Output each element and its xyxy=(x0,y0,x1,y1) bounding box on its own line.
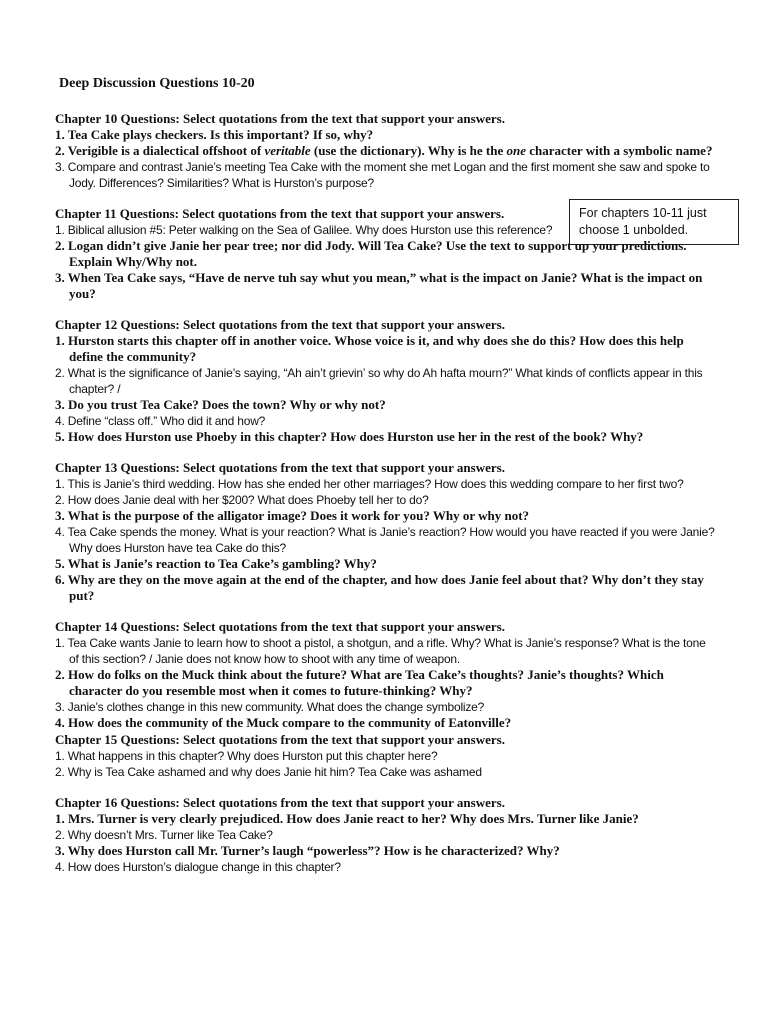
question-text: (use the dictionary). Why is he the xyxy=(310,143,507,158)
question: 2. Why doesn’t Mrs. Turner like Tea Cake? xyxy=(55,828,273,842)
question: 3. Compare and contrast Janie’s meeting Tea Cake with the moment she met Logan and the first moment she saw and spoke to Jody. Differences? Similarities? What is Hurston’s purpose? xyxy=(55,160,710,190)
question: 2. How does Janie deal with her $200? What does Phoeby tell her to do? xyxy=(55,493,429,507)
emphasis: veritable xyxy=(264,143,311,158)
question xyxy=(55,143,715,159)
question: 2. Logan didn’t give Janie her pear tree; nor did Jody. Will Tea Cake? Use the text to support up your predictions. Explain Why/Why not. xyxy=(55,238,687,269)
chapter-10-section xyxy=(55,111,715,191)
question: 1. What happens in this chapter? Why does Hurston put this chapter here? xyxy=(55,749,438,763)
question: 1. Mrs. Turner is very clearly prejudiced. How does Janie react to her? Why does Mrs. Turner like Janie? xyxy=(55,811,639,826)
chapter-12-heading: Chapter 12 Questions: Select quotations from the text that support your answers. xyxy=(55,317,505,332)
question: 1. This is Janie’s third wedding. How has she ended her other marriages? How does this wedding compare to her first two? xyxy=(55,477,684,491)
question: 3. Janie’s clothes change in this new community. What does the change symbolize? xyxy=(55,700,485,714)
chapter-12-section xyxy=(55,317,715,445)
question: 1. Hurston starts this chapter off in another voice. Whose voice is it, and why does she do this? How does this help define the community? xyxy=(55,333,684,364)
chapter-13-heading: Chapter 13 Questions: Select quotations from the text that support your answers. xyxy=(55,460,505,475)
question: 2. Why is Tea Cake ashamed and why does Janie hit him? Tea Cake was ashamed xyxy=(55,765,482,779)
question: 1. Biblical allusion #5: Peter walking on the Sea of Galilee. Why does Hurston use this reference? xyxy=(55,223,553,237)
chapter-11-heading: Chapter 11 Questions: Select quotations from the text that support your answers. xyxy=(55,206,505,221)
question: 2. How do folks on the Muck think about the future? What are Tea Cake’s thoughts? Janie’s thoughts? Which character do you resemble most when it comes to future-thinking? Why? xyxy=(55,667,664,698)
question: 1. Tea Cake plays checkers. Is this important? If so, why? xyxy=(55,127,374,142)
question: 3. What is the purpose of the alligator image? Does it work for you? Why or why not? xyxy=(55,508,530,523)
question: 5. How does Hurston use Phoeby in this chapter? How does Hurston use her in the rest of the book? Why? xyxy=(55,429,644,444)
chapter-11-section xyxy=(55,206,715,302)
chapter-10-heading: Chapter 10 Questions: Select quotations from the text that support your answers. xyxy=(55,111,505,126)
chapter-15-heading: Chapter 15 Questions: Select quotations from the text that support your answers. xyxy=(55,732,505,747)
question: 4. Tea Cake spends the money. What is your reaction? What is Janie’s reaction? How would you have reacted if you were Janie? Why does Hurston have tea Cake do this? xyxy=(55,525,715,555)
document-body xyxy=(55,111,715,890)
page-title: Deep Discussion Questions 10-20 xyxy=(59,76,255,91)
note-box: For chapters 10-11 just choose 1 unbolded. xyxy=(569,199,739,245)
question-text: character with a symbolic name? xyxy=(526,143,713,158)
question: 6. Why are they on the move again at the end of the chapter, and how does Janie feel about that? Why don’t they stay put? xyxy=(55,572,704,603)
chapter-16-section xyxy=(55,795,715,875)
question: 2. What is the significance of Janie’s saying, “Ah ain’t grievin’ so why do Ah hafta mourn?” What kinds of conflicts appear in this chapter? / xyxy=(55,366,703,396)
question: 4. How does Hurston’s dialogue change in this chapter? xyxy=(55,860,341,874)
chapter-16-heading: Chapter 16 Questions: Select quotations from the text that support your answers. xyxy=(55,795,505,810)
question: 1. Tea Cake wants Janie to learn how to shoot a pistol, a shotgun, and a rifle. Why? What is Janie’s response? What is the tone of this section? / Janie does not know how to shoot with any time of weapon. xyxy=(55,636,706,666)
chapter-15-section xyxy=(55,732,715,780)
question: 3. When Tea Cake says, “Have de nerve tuh say whut you mean,” what is the impact on Janie? What is the impact on you? xyxy=(55,270,703,301)
emphasis: one xyxy=(506,143,527,158)
question: 5. What is Janie’s reaction to Tea Cake’s gambling? Why? xyxy=(55,556,377,571)
chapter-14-heading: Chapter 14 Questions: Select quotations from the text that support your answers. xyxy=(55,619,505,634)
question: 4. How does the community of the Muck compare to the community of Eatonville? xyxy=(55,715,512,730)
chapter-14-section xyxy=(55,619,715,731)
question-text: 2. Verigible is a dialectical offshoot of xyxy=(55,143,265,158)
question: 4. Define “class off.” Who did it and how? xyxy=(55,414,266,428)
question: 3. Why does Hurston call Mr. Turner’s laugh “powerless”? How is he characterized? Why? xyxy=(55,843,560,858)
chapter-13-section xyxy=(55,460,715,604)
question: 3. Do you trust Tea Cake? Does the town? Why or why not? xyxy=(55,397,386,412)
